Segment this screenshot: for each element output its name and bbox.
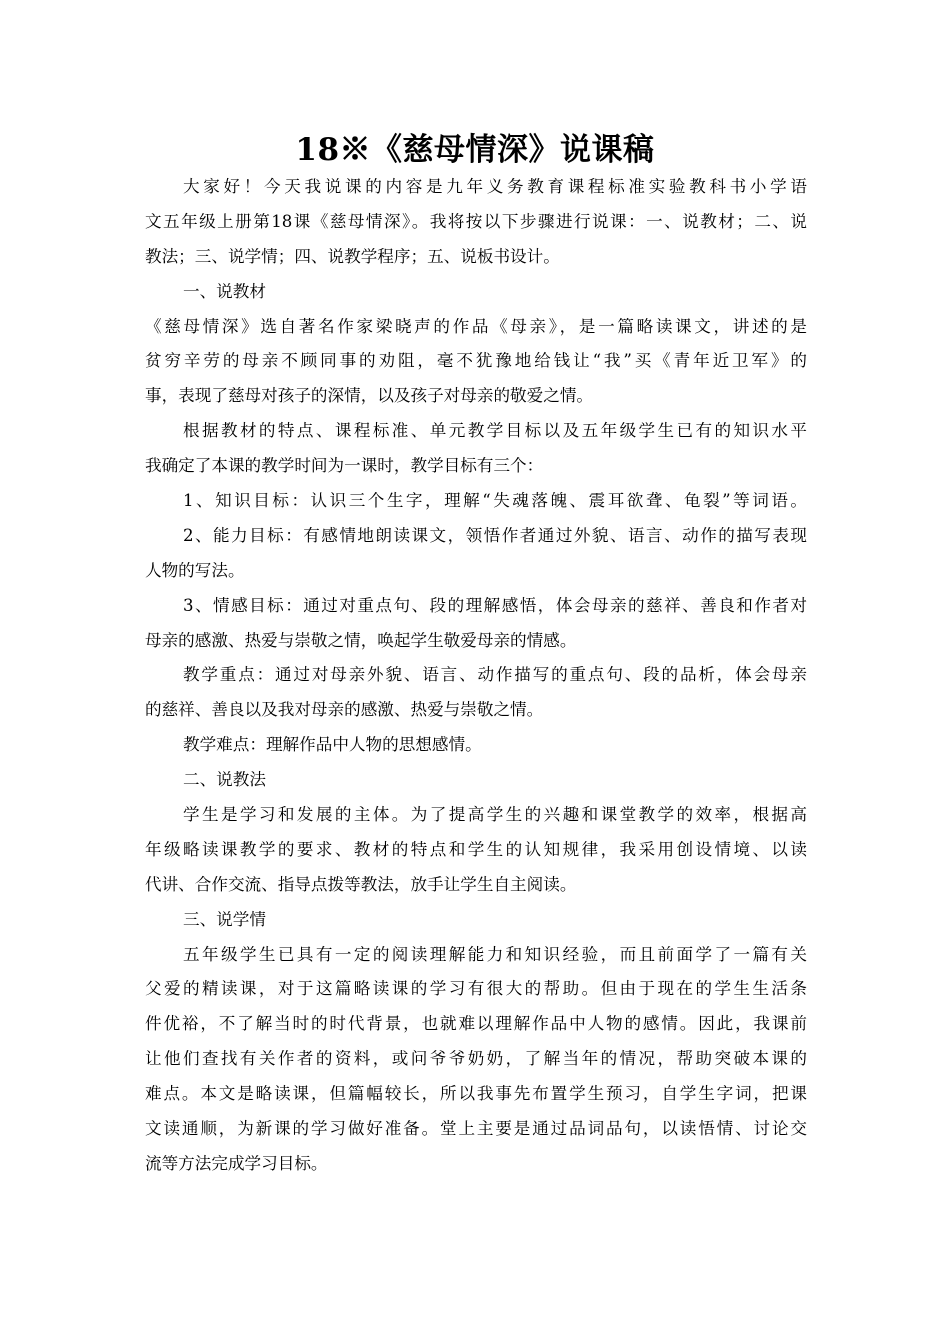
text-line: 文读通顺，为新课的学习做好准备。堂上主要是通过品词品句，以读悟情、讨论交 <box>145 1119 807 1139</box>
text-line: 五年级学生已具有一定的阅读理解能力和知识经验，而且前面学了一篇有关 <box>183 944 807 964</box>
text-line: 件优裕，不了解当时的时代背景，也就难以理解作品中人物的感情。因此，我课前 <box>145 1014 807 1034</box>
text-line: 贫穷辛劳的母亲不顾同事的劝阻，毫不犹豫地给钱让“我”买《青年近卫军》的 <box>145 351 807 371</box>
text-line: 2、能力目标：有感情地朗读课文，领悟作者通过外貌、语言、动作的描写表现 <box>183 525 807 545</box>
text-line: 我确定了本课的教学时间为一课时，教学目标有三个： <box>145 456 544 476</box>
text-line: 1、知识目标：认识三个生字，理解“失魂落魄、震耳欲聋、龟裂”等词语。 <box>183 491 807 511</box>
text-line: 教法；三、说学情；四、说教学程序；五、说板书设计。 <box>145 246 560 266</box>
document-body <box>145 170 807 1182</box>
text-line: 根据教材的特点、课程标准、单元教学目标以及五年级学生已有的知识水平 <box>183 421 807 441</box>
text-line: 父爱的精读课，对于这篇略读课的学习有很大的帮助。但由于现在的学生生活条 <box>145 979 807 999</box>
text-line: 代讲、合作交流、指导点拨等教法，放手让学生自主阅读。 <box>145 874 577 894</box>
text-line: 大家好！今天我说课的内容是九年义务教育课程标准实验教科书小学语 <box>183 177 807 196</box>
text-line: 年级略读课教学的要求、教材的特点和学生的认知规律，我采用创设情境、以读 <box>145 839 807 859</box>
text-line: 二、说教法 <box>183 770 266 790</box>
text-line: 母亲的感激、热爱与崇敬之情，唤起学生敬爱母亲的情感。 <box>145 630 577 650</box>
text-line: 《慈母情深》选自著名作家梁晓声的作品《母亲》，是一篇略读课文，讲述的是 <box>145 316 807 336</box>
text-line: 文五年级上册第18课《慈母情深》。我将按以下步骤进行说课：一、说教材；二、说 <box>145 211 807 231</box>
text-line: 一、说教材 <box>183 281 266 301</box>
text-line: 教学重点：通过对母亲外貌、语言、动作描写的重点句、段的品析，体会母亲 <box>183 665 807 685</box>
text-line: 让他们查找有关作者的资料，或问爷爷奶奶，了解当年的情况，帮助突破本课的 <box>145 1049 807 1069</box>
text-line: 难点。本文是略读课，但篇幅较长，所以我事先布置学生预习，自学生字词，把课 <box>145 1084 807 1104</box>
text-line: 三、说学情 <box>183 909 266 929</box>
text-line: 3、情感目标：通过对重点句、段的理解感悟，体会母亲的慈祥、善良和作者对 <box>183 595 807 615</box>
text-line: 教学难点：理解作品中人物的思想感情。 <box>183 735 482 755</box>
document-title: 18※《慈母情深》说课稿 <box>295 132 655 168</box>
text-line: 流等方法完成学习目标。 <box>145 1153 328 1173</box>
text-line: 学生是学习和发展的主体。为了提高学生的兴趣和课堂教学的效率，根据高 <box>183 805 807 825</box>
text-line: 人物的写法。 <box>145 560 245 580</box>
text-line: 的慈祥、善良以及我对母亲的感激、热爱与崇敬之情。 <box>145 700 544 720</box>
text-line: 事，表现了慈母对孩子的深情，以及孩子对母亲的敬爱之情。 <box>145 386 594 406</box>
